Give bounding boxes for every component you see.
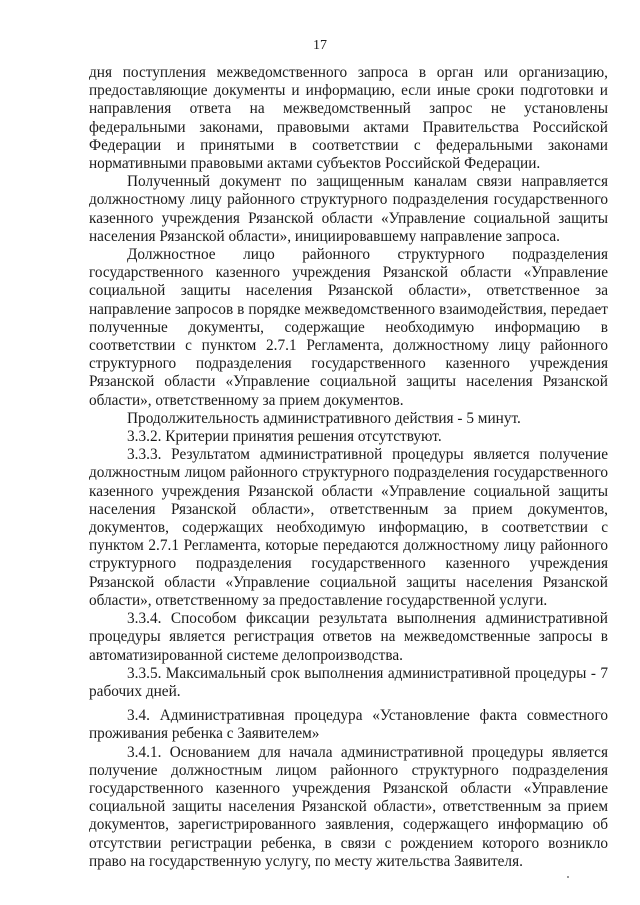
paragraph-3-3-4: 3.3.4. Способом фиксации результата выполнения административной процедуры является регистрация ответов на межведомственные запросы в автоматизированной системе делопроизводства.: [89, 610, 608, 664]
section-heading-3-4: 3.4. Административная процедура «Установление факта совместного проживания ребенка с Заявителем»: [89, 707, 608, 743]
page-number: 17: [313, 38, 327, 53]
paragraph-duration: Продолжительность административного действия - 5 минут.: [127, 409, 521, 427]
paragraph-3-3-2: 3.3.2. Критерии принятия решения отсутствуют.: [127, 428, 442, 446]
paragraph-official-transfers: Должностное лицо районного структурного подразделения государственного казенного учреждения Рязанской области «Управление социальной защиты населения Рязанской области», ответственное за направление запросов в порядке межведомственного взаимодействия, передает полученные документы, содержащие необходимую информацию в соответствии с пунктом 2.7.1 Регламента, должностному лицу районного структурного подразделения государственного казенного учреждения Рязанской области «Управление социальной защиты населения Рязанской области», ответственному за прием документов.: [89, 246, 608, 409]
paragraph-3-3-3: 3.3.3. Результатом административной процедуры является получение должностным лицом районного структурного подразделения государственного казенного учреждения Рязанской области «Управление социальной защиты населения Рязанской области», ответственным за прием документов, документов, содержащих необходимую информацию, в соответствии с пунктом 2.7.1 Регламента, которые передаются должностному лицу районного структурного подразделения государственного казенного учреждения Рязанской области «Управление социальной защиты населения Рязанской области», ответственному за предоставление государственной услуги.: [89, 446, 608, 609]
document-body: [89, 64, 608, 871]
paragraph-3-3-5: 3.3.5. Максимальный срок выполнения административной процедуры - 7 рабочих дней.: [89, 664, 608, 700]
paragraph-received-document: Полученный документ по защищенным каналам связи направляется должностному лицу районного структурного подразделения государственного казенного учреждения Рязанской области «Управление социальной защиты населения Рязанской области», инициировавшему направление запроса.: [89, 173, 608, 245]
scan-dot: [567, 876, 569, 878]
paragraph-3-4-1: 3.4.1. Основанием для начала административной процедуры является получение должностным лицом районного структурного подразделения государственного казенного учреждения Рязанской области «Управление социальной защиты населения Рязанской области», ответственным за прием документов, зарегистрированного заявления, содержащего информацию об отсутствии регистрации ребенка, в связи с рождением которого возникло право на государственную услугу, по месту жительства Заявителя.: [89, 743, 608, 870]
paragraph-continuation: дня поступления межведомственного запроса в орган или организацию, предоставляющие документы и информацию, если иные сроки подготовки и направления ответа на межведомственный запрос не установлены федеральными законами, правовыми актами Правительства Российской Федерации и принятыми в соответствии с федеральными законами нормативными правовыми актами субъектов Российской Федерации.: [89, 64, 608, 173]
